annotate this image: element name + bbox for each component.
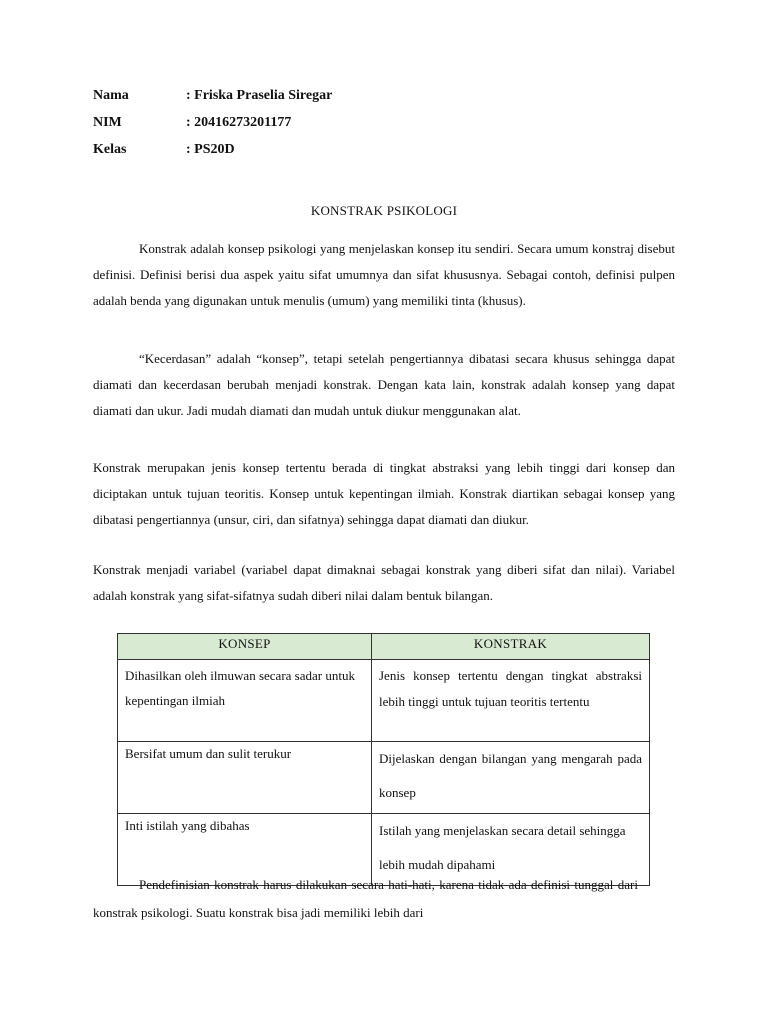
paragraph-1: Konstrak adalah konsep psikologi yang menjelaskan konsep itu sendiri. Secara umum konstraj disebut definisi. Definisi berisi dua aspek yaitu sifat umumnya dan sifat khususnya. Sebagai contoh, definisi pulpen adalah benda yang digunakan untuk menulis (umum) yang memiliki tinta (khusus). bbox=[93, 241, 675, 308]
paragraph-5: Pendefinisian konstrak harus dilakukan secara hati-hati, karena tidak ada definisi tunggal dari konstrak psikologi. Suatu konstrak bisa jadi memiliki lebih dari bbox=[93, 877, 638, 920]
name-label: Nama bbox=[93, 88, 129, 103]
header-konsep: KONSEP bbox=[118, 634, 372, 660]
paragraph-3: Konstrak merupakan jenis konsep tertentu berada di tingkat abstraksi yang lebih tinggi dari konsep dan diciptakan untuk tujuan teoritis. Konsep untuk kepentingan ilmiah. Konstrak diartikan sebagai konsep yang dibatasi pengertiannya (unsur, ciri, dan sifatnya) sehingga dapat diamati dan diukur. bbox=[93, 460, 675, 527]
nim-label: NIM bbox=[93, 115, 122, 130]
comparison-table bbox=[117, 633, 650, 886]
document-title: KONSTRAK PSIKOLOGI bbox=[310, 203, 458, 218]
table-row bbox=[118, 742, 650, 814]
name-value: : Friska Praselia Siregar bbox=[186, 88, 333, 103]
nim-value: : 20416273201177 bbox=[186, 115, 292, 130]
paragraph-2: “Kecerdasan” adalah “konsep”, tetapi setelah pengertiannya dibatasi secara khusus sehingga dapat diamati dan kecerdasan berubah menjadi konstrak. Dengan kata lain, konstrak adalah konsep yang dapat diamati dan ukur. Jadi mudah diamati dan mudah untuk diukur menggunakan alat. bbox=[93, 351, 675, 418]
table-cell: Istilah yang menjelaskan secara detail sehingga lebih mudah dipahami bbox=[372, 814, 650, 886]
table-cell: Inti istilah yang dibahas bbox=[118, 814, 372, 886]
table-header-row bbox=[118, 634, 650, 660]
table-cell: Dihasilkan oleh ilmuwan secara sadar untuk kepentingan ilmiah bbox=[118, 660, 372, 742]
paragraph-4: Konstrak menjadi variabel (variabel dapat dimaknai sebagai konstrak yang diberi sifat dan nilai). Variabel adalah konstrak yang sifat-sifatnya sudah diberi nilai dalam bentuk bilangan. bbox=[93, 562, 675, 603]
class-value: : PS20D bbox=[186, 142, 235, 157]
class-label: Kelas bbox=[93, 142, 127, 157]
header-konstrak: KONSTRAK bbox=[372, 634, 650, 660]
table-row bbox=[118, 660, 650, 742]
table-cell: Dijelaskan dengan bilangan yang mengarah pada konsep bbox=[372, 742, 650, 814]
table-cell: Jenis konsep tertentu dengan tingkat abstraksi lebih tinggi untuk tujuan teoritis tertentu bbox=[372, 660, 650, 742]
table-cell: Bersifat umum dan sulit terukur bbox=[118, 742, 372, 814]
